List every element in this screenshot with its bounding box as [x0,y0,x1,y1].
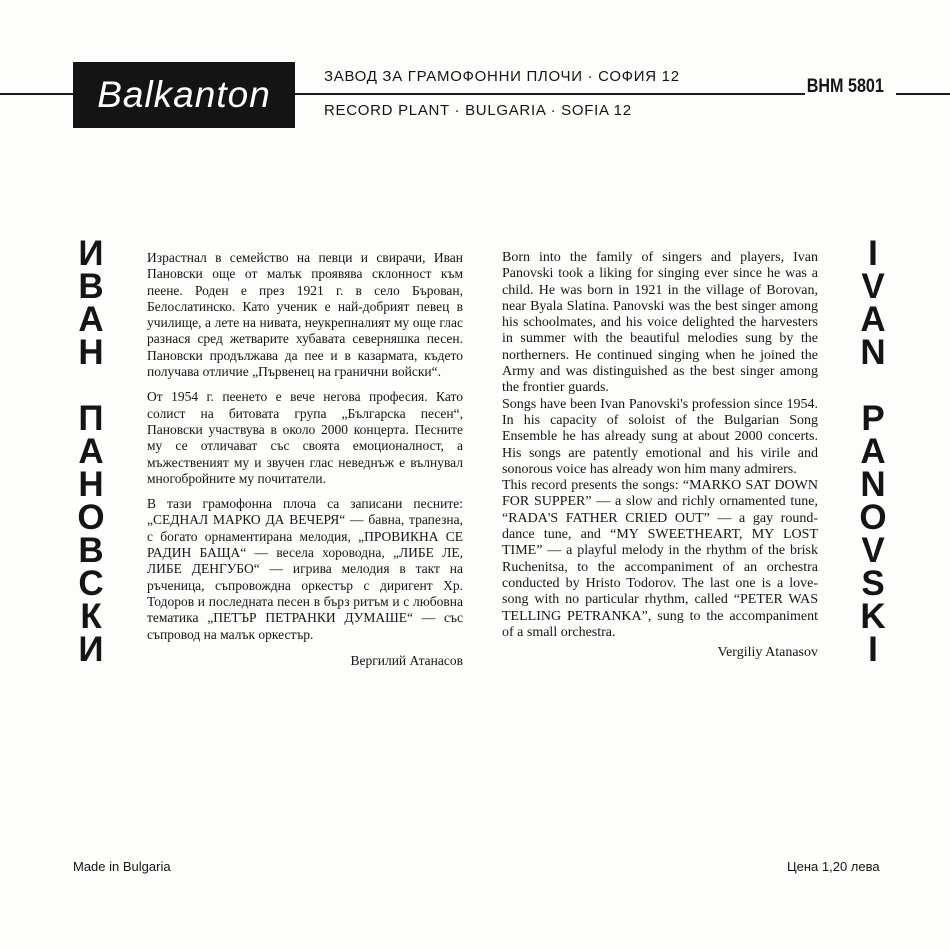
logo-text: Balkanton [97,74,271,115]
header-rule-left [0,93,73,95]
english-paragraph-3: This record presents the songs: “MARKO SAT DOWN FOR SUPPER” — a slow and richly ornamented tune, “RADA'S FATHER CRIED OUT” — a gay round-dance tune, and “MY SWEETHEART, MY LOST TIME” — a playful melody in the rhythm of the brisk Ruchenitsa, to the accompaniment of an orchestra conducted by Hristo Todorov. The last one is a love-song with no particular rhythm, called “PETER WAS TELLING PETRANKA”, sung to the accompaniment of a small orchestra. [502,478,818,640]
plant-line-bulgarian: ЗАВОД ЗА ГРАМОФОННИ ПЛОЧИ · СОФИЯ 12 [324,68,680,85]
artist-letter: S [861,564,885,603]
artist-letter: А [78,432,104,471]
artist-letter: V [861,531,885,570]
artist-letter: В [78,531,104,570]
artist-letter: А [78,300,104,339]
artist-letter: К [80,597,102,636]
artist-letter: Н [78,333,104,372]
balkanton-logo [73,62,295,128]
bulgarian-text-column [147,250,463,669]
artist-letter: И [78,630,104,669]
english-paragraph-2: Songs have been Ivan Panovski's profession since 1954. In his capacity of soloist of the Bulgarian Song Ensemble he has already sung at about 2000 concerts. His songs are patently emotional and his virile and sonorous voice has already won him many admirers. [502,396,818,477]
header-rule-middle [295,93,807,95]
artist-letter: И [78,234,104,273]
artist-letter: В [78,267,104,306]
artist-letter: С [78,564,104,603]
artist-letter: Н [78,465,104,504]
artist-name-english [848,234,898,669]
artist-letter: P [861,399,885,438]
artist-letter: O [859,498,887,537]
english-paragraph-1: Born into the family of singers and players, Ivan Panovski took a liking for singing ever since he was a child. He was born in 1921 in the village of Borovan, near Byala Slatina. Panovski was the best singer among his schoolmates, and his voice delighted the harvesters in summer with the beautiful melodies sung by the northerners. He continued singing when he joined the Army and was distinguished as the best singer among the frontier guards. [502,250,818,396]
bulgarian-paragraph-3: В тази грамофонна плоча са записани песните: „СЕДНАЛ МАРКО ДА ВЕЧЕРЯ“ — бавна, трапезна, с богато орнаментирана мелодия, „ПРОВИКНА СЕ РАДИН БАЩА“ — весела хороводна, „ЛИБЕ ЛЕ, ЛИБЕ ДЕНГУБО“ — игрива мелодия в такт на ръченица, съпровождна оркестър с диригент Хр. Тодоров и последната песен в бърз ритъм и с любовна тематика „ПЕТЪР ПЕТРАНКИ ДУМАШЕ“ — със съпровод на малък оркестър. [147,496,463,642]
bulgarian-author: Вергилий Атанасов [350,652,463,668]
artist-letter: П [78,399,104,438]
artist-letter: K [860,597,886,636]
artist-letter: V [861,267,885,306]
price-label: Цена 1,20 лева [787,859,880,874]
header-rule-right [896,93,950,95]
artist-letter: N [860,333,886,372]
artist-letter: О [77,498,105,537]
plant-line-english: RECORD PLANT · BULGARIA · SOFIA 12 [324,102,632,119]
artist-letter: A [860,432,886,471]
english-author: Vergiliy Atanasov [717,645,818,661]
artist-name-bulgarian [66,234,116,669]
catalog-number: BHM 5801 [806,76,884,97]
artist-letter: A [860,300,886,339]
artist-letter: I [868,234,878,273]
bulgarian-paragraph-1: Израстнал в семейство на певци и свирачи, Иван Пановски още от малък проявява склонност към пеене. Роден е през 1921 г. в село Бърован, Белослатинско. Като ученик е най-добрият певец в училище, а лете на нивата, неукрепналият му още глас разнася сред жетварите хубавата северняшка песен. Пановски продължава да пее и в казармата, където получава отличие „Първенец на гранични войски“. [147,250,463,380]
artist-letter: I [868,630,878,669]
bulgarian-paragraph-2: От 1954 г. пеенето е вече негова професия. Като солист на битовата група „Българска песен“, Пановски участвува в около 2000 концерта. Песните му се отличават със своята емоционалност, а мъжественият му и звучен глас неведнъж е вълнувал многобройните му почитатели. [147,389,463,486]
english-text-column [502,250,818,661]
made-in-label: Made in Bulgaria [73,859,171,874]
artist-letter: N [860,465,886,504]
